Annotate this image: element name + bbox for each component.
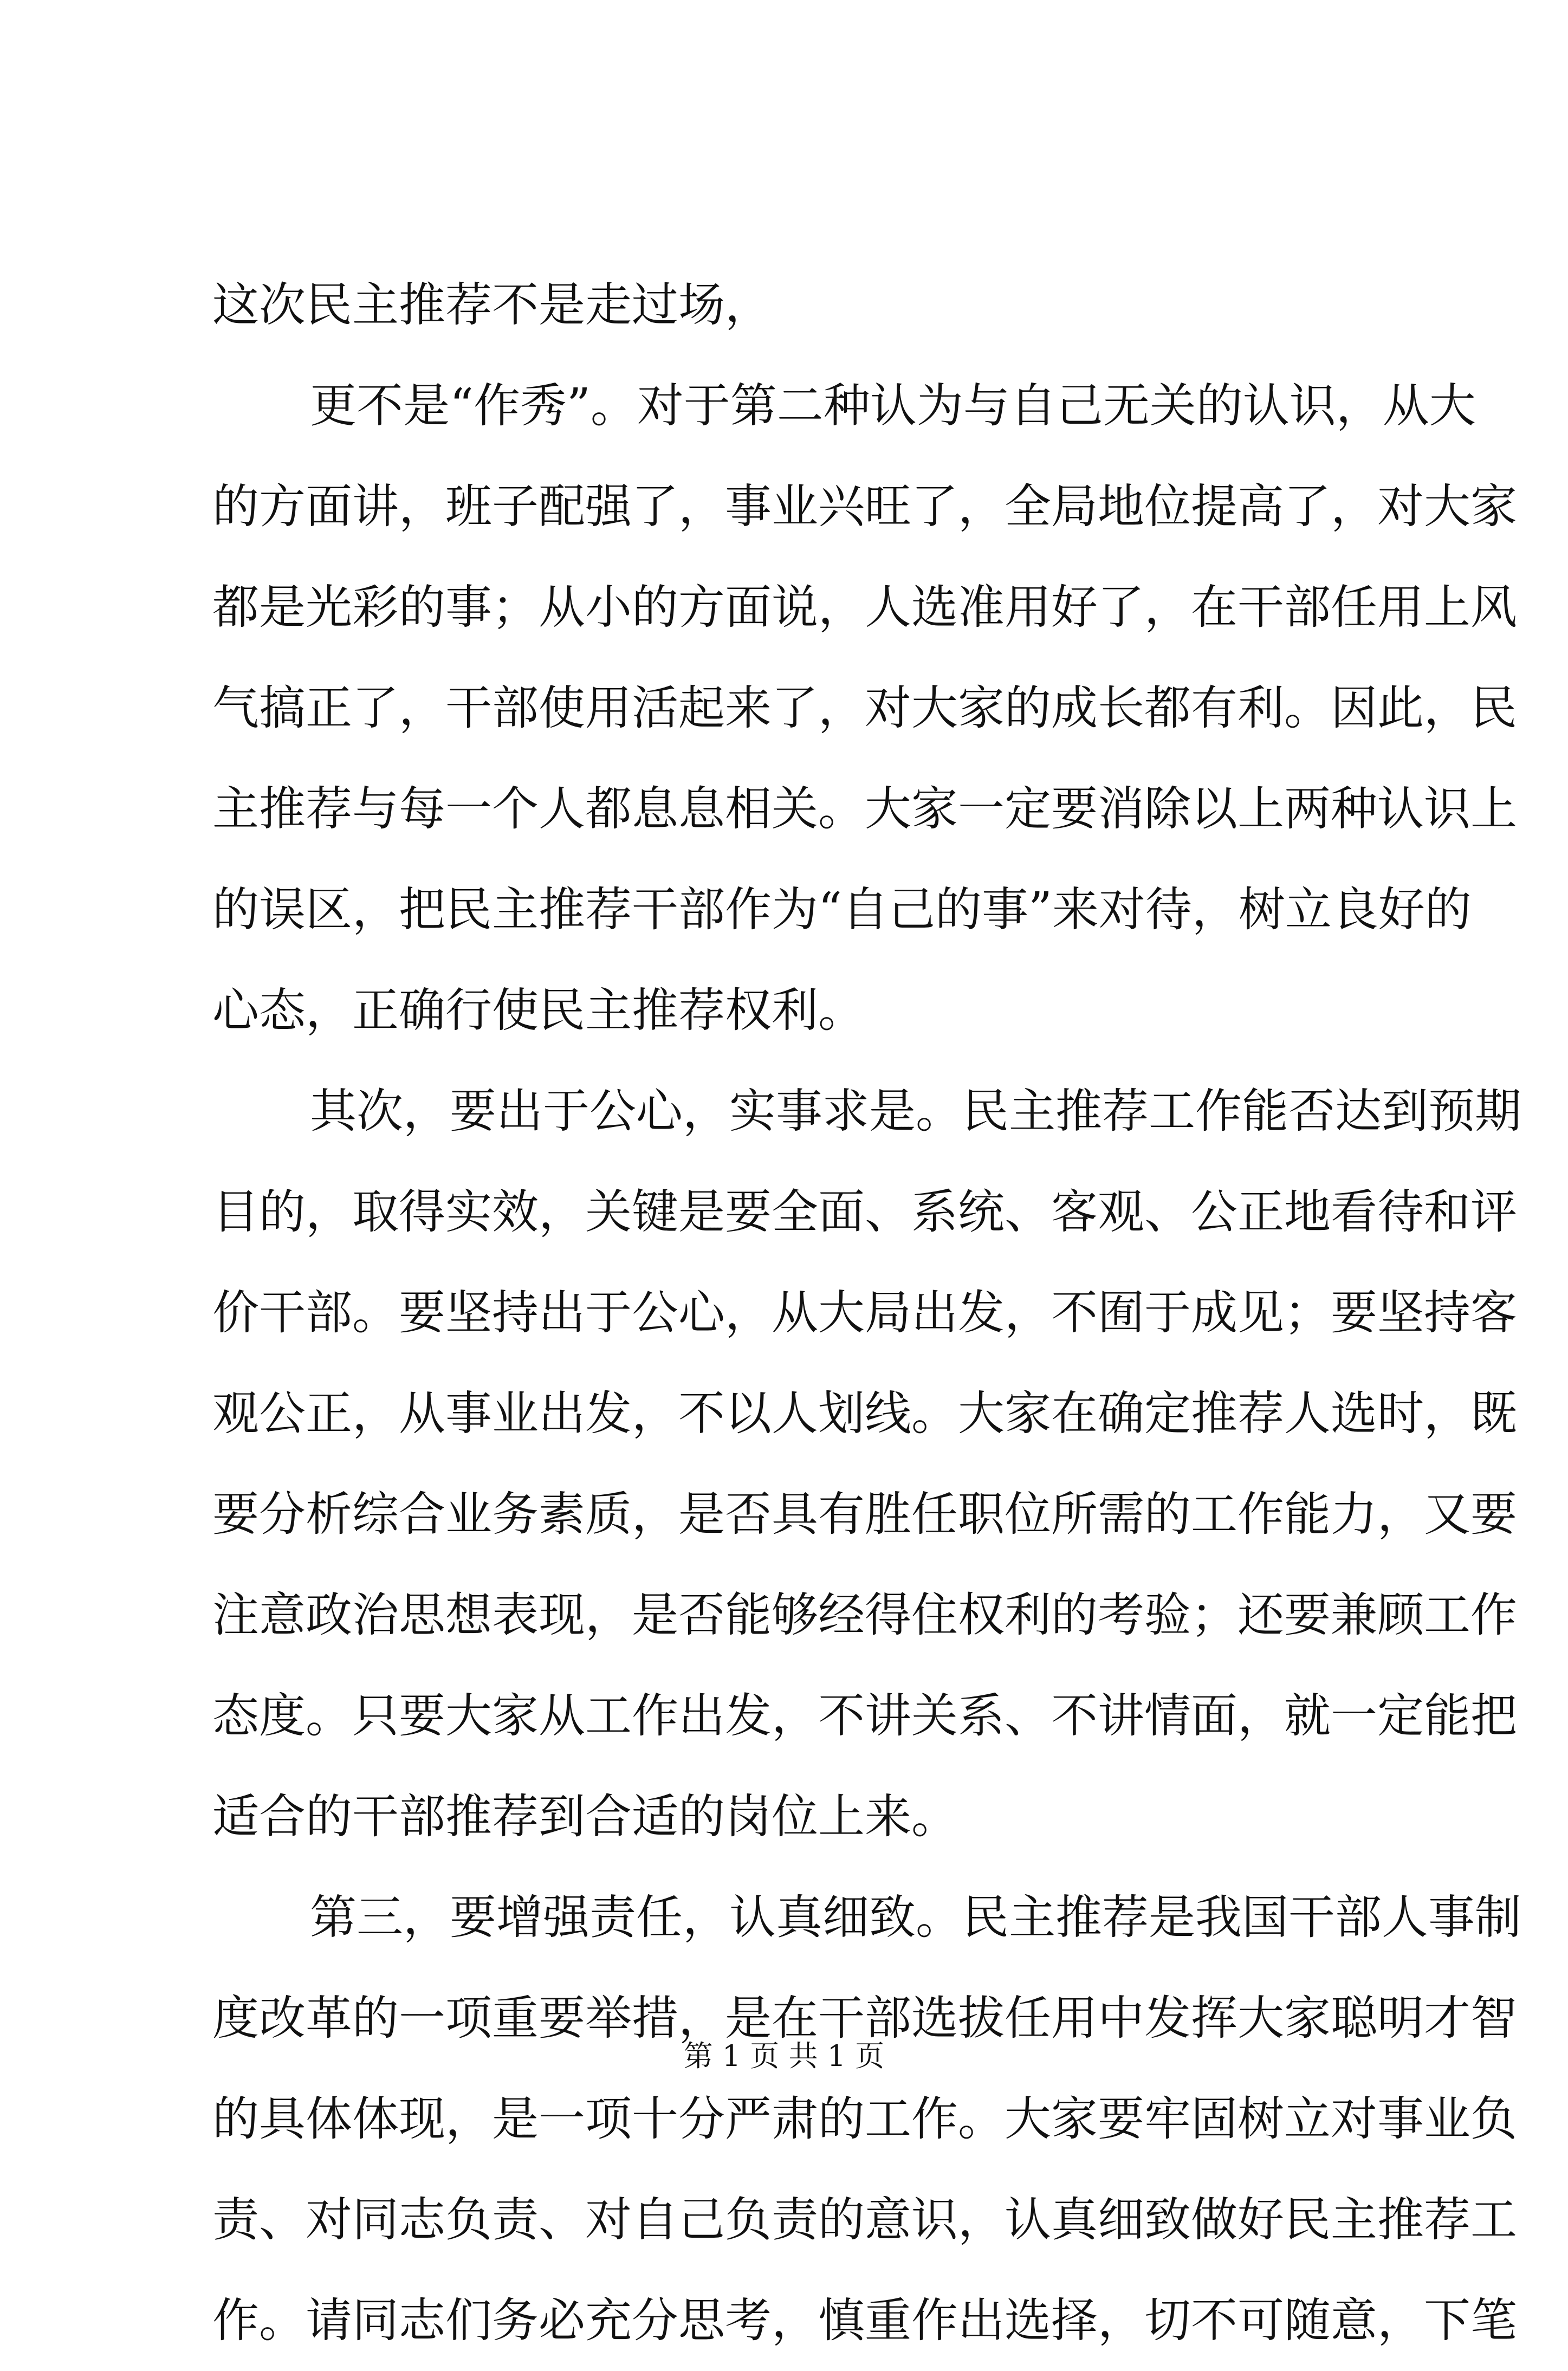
text-line: 的方面讲，班子配强了，事业兴旺了，全局地位提高了，对大家	[212, 480, 1517, 534]
text-line: 价干部。要坚持出于公心，从大局出发，不囿于成见；要坚持客	[212, 1286, 1517, 1340]
text-line: 气搞正了，干部使用活起来了，对大家的成长都有利。因此，民	[212, 681, 1517, 735]
page-footer: 第 1 页 共 1 页	[683, 2039, 885, 2073]
text-line: 作。请同志们务必充分思考，慎重作出选择，切不可随意，下笔	[212, 2294, 1517, 2348]
text-line: 度改革的一项重要举措，是在干部选拔任用中发挥大家聪明才智	[212, 1991, 1517, 2045]
text-line: 目的，取得实效，关键是要全面、系统、客观、公正地看待和评	[212, 1185, 1517, 1239]
text-line: 都是光彩的事；从小的方面说，人选准用好了，在干部任用上风	[212, 580, 1517, 634]
text-line: 的具体体现，是一项十分严肃的工作。大家要牢固树立对事业负	[212, 2092, 1517, 2146]
text-line: 心态，正确行使民主推荐权利。	[212, 983, 865, 1038]
text-line: 的误区，把民主推荐干部作为“自己的事”来对待，树立良好的	[212, 883, 1472, 937]
text-line: 注意政治思想表现，是否能够经得住权利的考验；还要兼顾工作	[212, 1588, 1517, 1642]
text-line: 其次，要出于公心，实事求是。民主推荐工作能否达到预期	[310, 1084, 1521, 1138]
text-line: 更不是“作秀”。对于第二种认为与自己无关的认识，从大	[310, 379, 1476, 433]
text-line: 态度。只要大家从工作出发，不讲关系、不讲情面，就一定能把	[212, 1689, 1517, 1743]
text-line: 适合的干部推荐到合适的岗位上来。	[212, 1790, 958, 1844]
text-line: 责、对同志负责、对自己负责的意识，认真细致做好民主推荐工	[212, 2193, 1517, 2247]
text-line: 这次民主推荐不是走过场，	[212, 278, 772, 332]
text-line: 观公正，从事业出发，不以人划线。大家在确定推荐人选时，既	[212, 1387, 1517, 1441]
text-line: 第三，要增强责任，认真细致。民主推荐是我国干部人事制	[310, 1890, 1521, 1945]
text-line: 要分析综合业务素质，是否具有胜任职位所需的工作能力，又要	[212, 1487, 1517, 1541]
text-line: 主推荐与每一个人都息息相关。大家一定要消除以上两种认识上	[212, 782, 1517, 836]
